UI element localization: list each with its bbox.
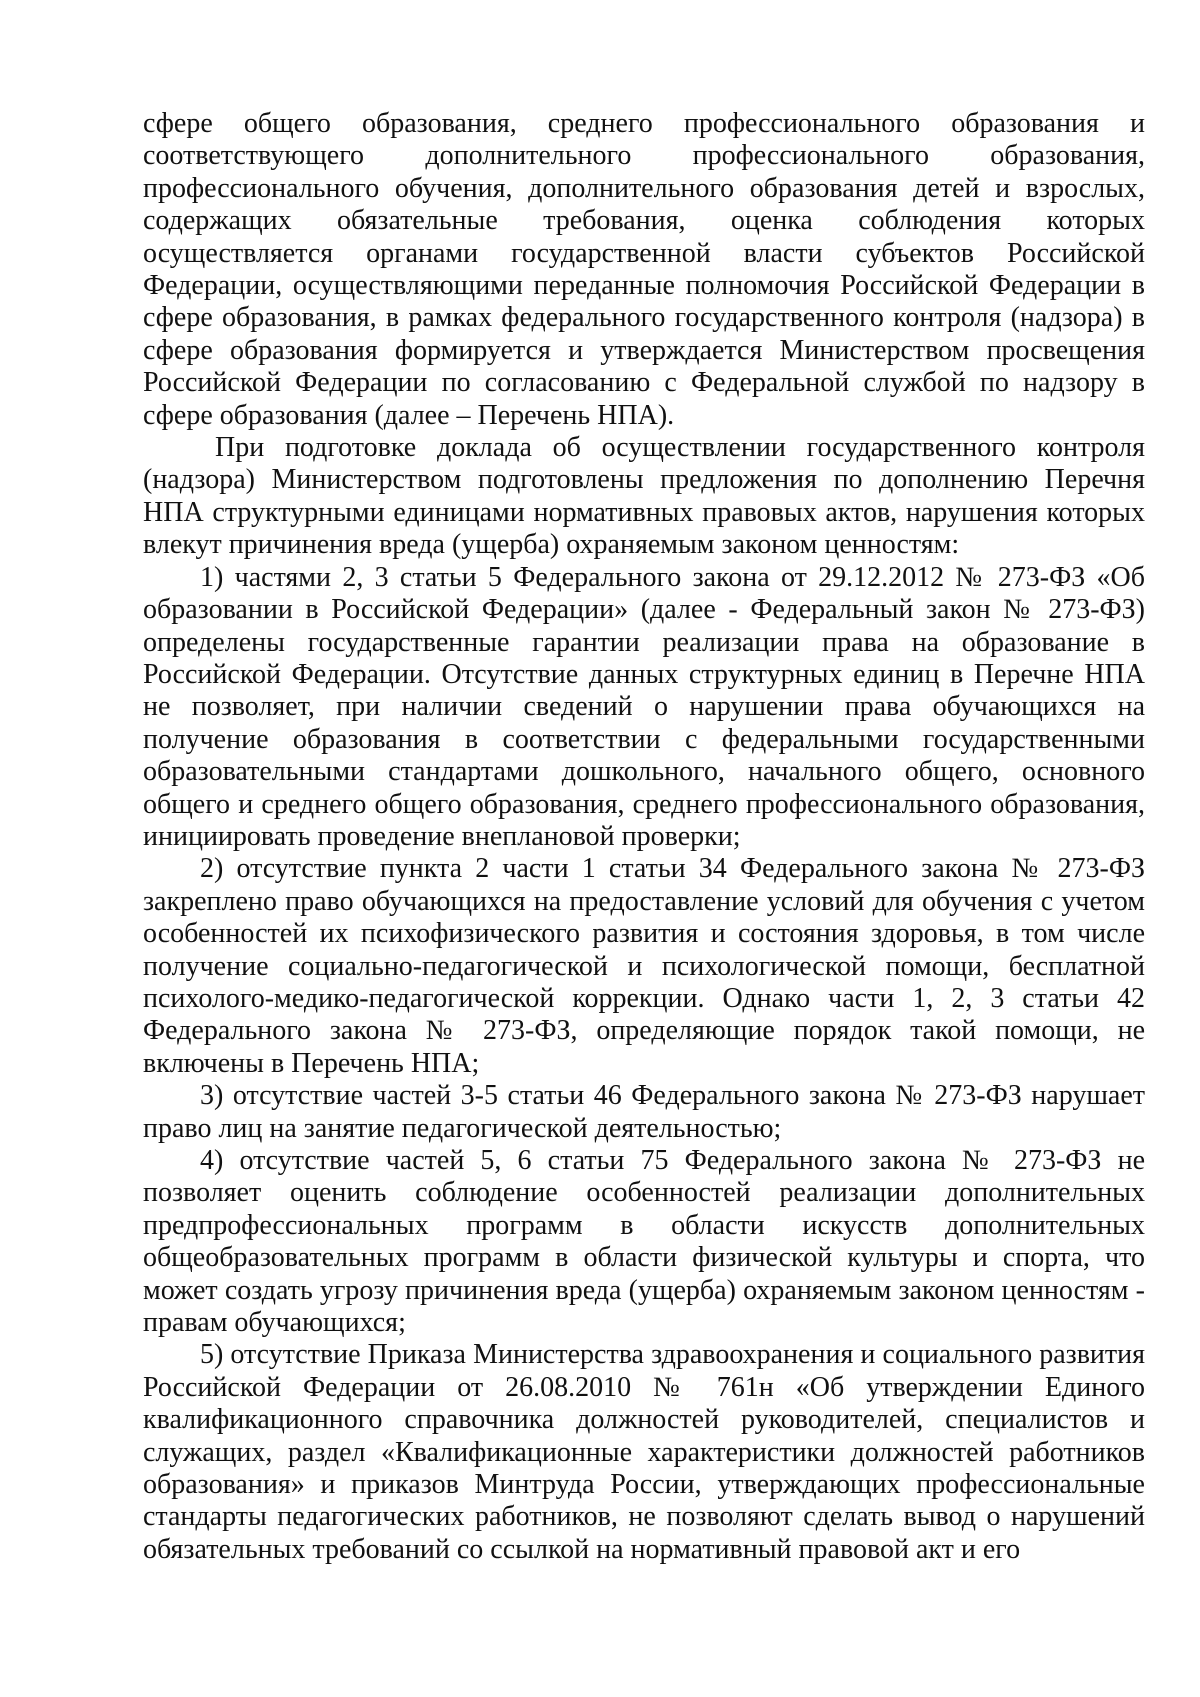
paragraph-report-preparation: При подготовке доклада об осуществлении государственного контроля (надзора) Министерством подготовлены предложения по дополнению Перечня НПА структурными единицами нормативных правовых актов, нарушения которых влекут причинения вреда (ущерба) охраняемым законом ценностям: [143,432,1145,561]
list-item-3: 3) отсутствие частей 3-5 статьи 46 Федерального закона № 273-ФЗ нарушает право лиц на занятие педагогической деятельностью; [143,1080,1145,1144]
list-item-5: 5) отсутствие Приказа Министерства здравоохранения и социального развития Российской Федерации от 26.08.2010 № 761н «Об утверждении Единого квалификационного справочника должностей руководителей, специалистов и служащих, раздел «Квалификационные характеристики должностей работников образования» и приказов Минтруда России, утверждающих профессиональные стандарты педагогических работников, не позволяют сделать вывод о нарушений обязательных требований со ссылкой на нормативный правовой акт и его [143,1339,1145,1565]
list-item-1: 1) частями 2, 3 статьи 5 Федерального закона от 29.12.2012 № 273-ФЗ «Об образовании в Российской Федерации» (далее - Федеральный закон № 273-ФЗ) определены государственные гарантии реализации права на образование в Российской Федерации. Отсутствие данных структурных единиц в Перечне НПА не позволяет, при наличии сведений о нарушении права обучающихся на получение образования в соответствии с федеральными государственными образовательными стандартами дошкольного, начального общего, основного общего и среднего общего образования, среднего профессионального образования, инициировать проведение внеплановой проверки; [143,561,1145,852]
paragraph-intro-continuation: сфере общего образования, среднего профессионального образования и соответствующего дополнительного профессионального образования, профессионального обучения, дополнительного образования детей и взрослых, содержащих обязательные требования, оценка соблюдения которых осуществляется органами государственной власти субъектов Российской Федерации, осуществляющими переданные полномочия Российской Федерации в сфере образования, в рамках федерального государственного контроля (надзора) в сфере образования формируется и утверждается Министерством просвещения Российской Федерации по согласованию с Федеральной службой по надзору в сфере образования (далее – Перечень НПА). [143,108,1145,431]
list-item-2: 2) отсутствие пункта 2 части 1 статьи 34 Федерального закона № 273-ФЗ закреплено право обучающихся на предоставление условий для обучения с учетом особенностей их психофизического развития и состояния здоровья, в том числе получение социально-педагогической и психологической помощи, бесплатной психолого-медико-педагогической коррекции. Однако части 1, 2, 3 статьи 42 Федерального закона № 273-ФЗ, определяющие порядок такой помощи, не включены в Перечень НПА; [143,853,1145,1079]
list-item-4: 4) отсутствие частей 5, 6 статьи 75 Федерального закона № 273-ФЗ не позволяет оценить соблюдение особенностей реализации дополнительных предпрофессиональных программ в области искусств дополнительных общеобразовательных программ в области физической культуры и спорта, что может создать угрозу причинения вреда (ущерба) охраняемым законом ценностям - правам обучающихся; [143,1145,1145,1339]
document-page [143,108,1145,1566]
